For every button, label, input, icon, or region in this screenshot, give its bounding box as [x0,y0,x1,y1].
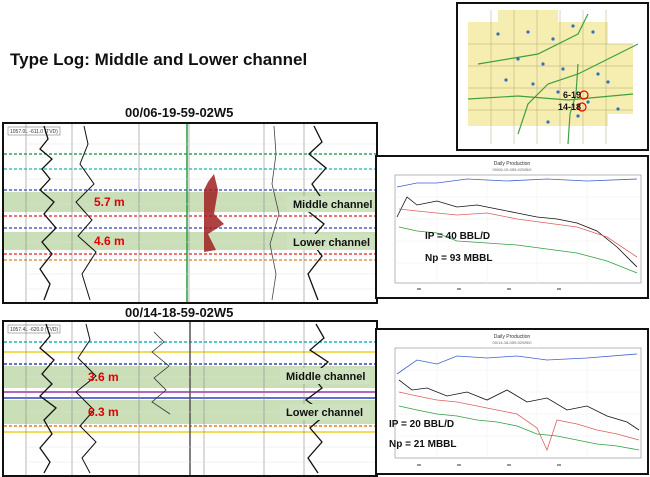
chart-top-ip: IP = 40 BBL/D [425,231,491,242]
well-top-middle-thickness: 5.7 m [94,195,125,209]
well-top-log-canvas [4,124,376,302]
well-top-lower-thickness: 4.6 m [94,234,125,248]
well-bottom-header: 1057.4L -620.0 (TVD) [10,327,59,333]
map-canvas [458,4,647,149]
well-top-name: 00/06-19-59-02W5 [125,105,234,120]
production-chart-bottom [375,328,649,475]
well-bottom-log-canvas [4,322,376,475]
chart-top-subtitle: 00/06-19-059-02W5/0 [492,167,532,172]
well-bottom-lower-thickness: 6.3 m [88,405,119,419]
well-bottom-middle-thickness: 3.6 m [88,370,119,384]
well-top-lower-label: Lower channel [293,237,371,249]
location-map [456,2,649,151]
well-bottom-name: 00/14-18-59-02W5 [125,305,234,320]
chart-bottom-subtitle: 00/14-18-059-02W5/0 [492,340,532,345]
page-title: Type Log: Middle and Lower channel [10,50,308,69]
production-chart-top [375,155,649,299]
chart-bottom-np: Np = 21 MBBL [389,439,457,450]
map-parcel-area [468,22,608,126]
map-label-6-19: 6-19 [563,90,582,100]
chart-top-np: Np = 93 MBBL [425,253,493,264]
chart-bottom-ip: IP = 20 BBL/D [389,419,455,430]
well-top-log [2,122,378,304]
map-label-14-18: 14-18 [558,102,582,112]
chart-bottom-title: Daily Production [493,334,531,340]
chart-top-title: Daily Production [493,161,531,167]
well-top-middle-label: Middle channel [293,199,373,211]
well-top-header: 1057.0L -611.0 (TVD) [10,129,58,135]
well-bottom-log [2,320,378,477]
well-bottom-middle-label: Middle channel [286,371,366,383]
production-chart-top-canvas [377,157,647,297]
production-chart-bottom-canvas [377,330,647,473]
well-bottom-lower-label: Lower channel [286,407,364,419]
